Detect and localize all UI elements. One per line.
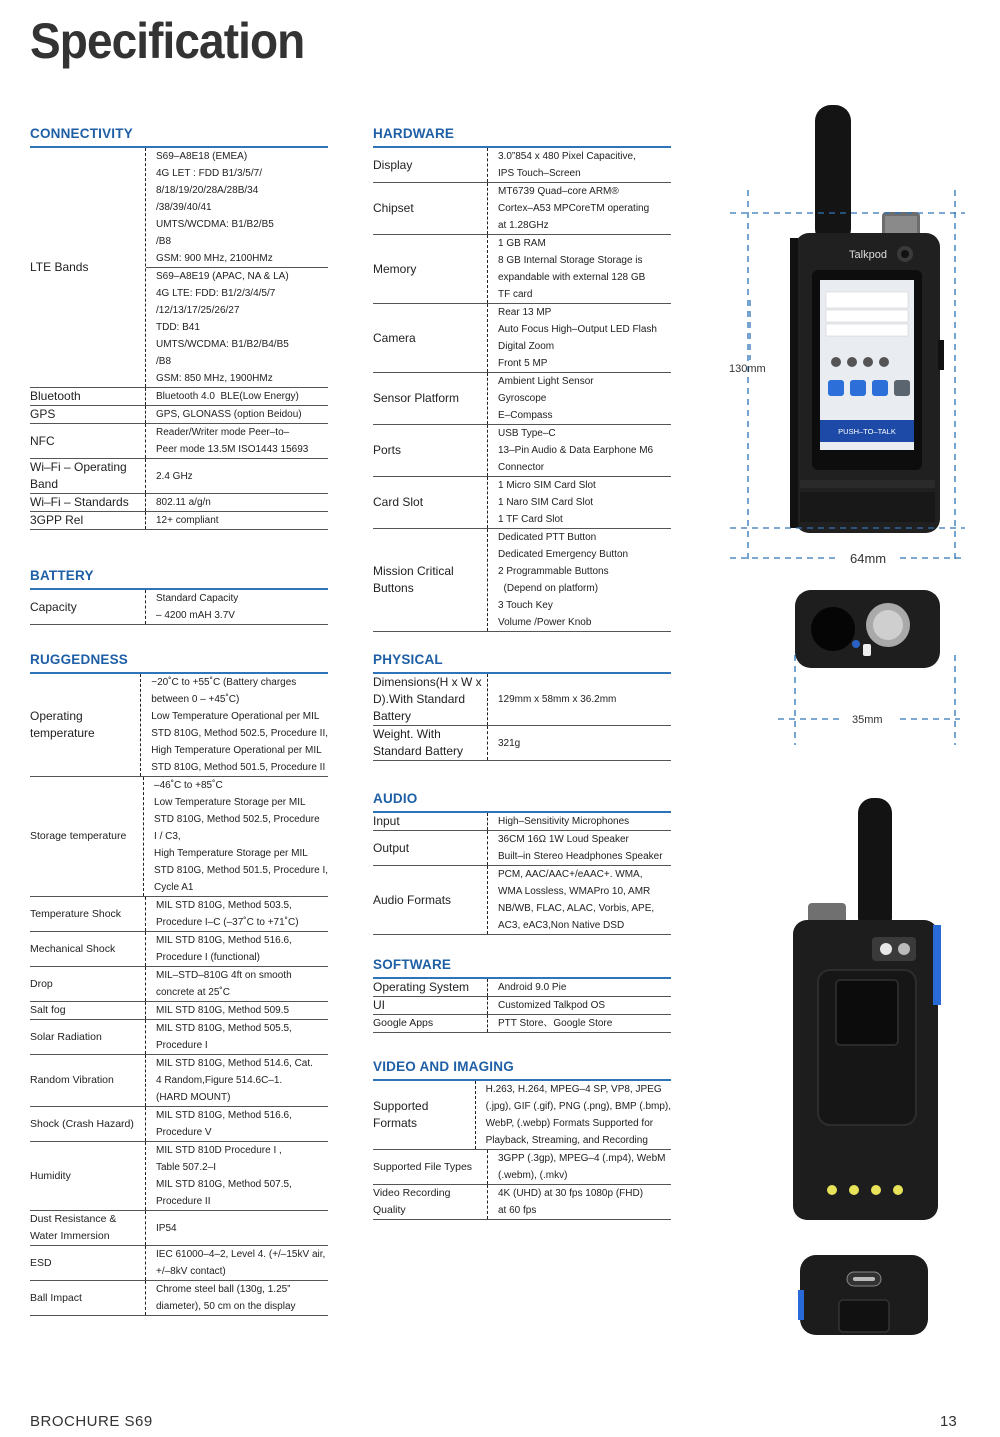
wi-fi-standards-value bbox=[146, 494, 328, 511]
salt-fog-value bbox=[146, 1002, 328, 1019]
value-line: UMTS/WCDMA: B1/B2/B5 bbox=[156, 219, 274, 230]
value-line: at 1.28GHz bbox=[498, 220, 549, 231]
capacity-value bbox=[146, 590, 328, 624]
value-line: MIL STD 810G, Method 514.6, Cat. bbox=[156, 1058, 313, 1069]
value-line: Playback, Streaming, and Recording bbox=[485, 1135, 648, 1146]
value-line: TF card bbox=[498, 289, 533, 300]
value-line: Auto Focus High–Output LED Flash bbox=[498, 324, 657, 335]
value-line: –46˚C to +85˚C bbox=[154, 780, 223, 791]
humidity-label: Humidity bbox=[30, 1142, 146, 1210]
video-recording-quality-row bbox=[373, 1185, 671, 1220]
memory-value bbox=[488, 235, 671, 303]
value-line: 129mm x 58mm x 36.2mm bbox=[498, 694, 617, 705]
device-back-illustration bbox=[790, 795, 950, 1225]
value-line: MIL STD 810G, Method 509.5 bbox=[156, 1005, 290, 1016]
value-line: Low Temperature Operational per MIL bbox=[151, 711, 320, 722]
ruggedness-heading: RUGGEDNESS bbox=[30, 652, 328, 674]
supported-formats-row bbox=[373, 1081, 671, 1150]
humidity-row bbox=[30, 1142, 328, 1211]
capacity-row bbox=[30, 590, 328, 625]
value-line: Standard Capacity bbox=[156, 593, 239, 604]
value-line: MIL STD 810G, Method 505.5, bbox=[156, 1023, 292, 1034]
software-section bbox=[373, 957, 671, 1033]
mission-critical-buttons-row bbox=[373, 529, 671, 632]
mechanical-shock-value bbox=[146, 932, 328, 966]
dust-resistance-water-immersion-label: Dust Resistance & Water Immersion bbox=[30, 1211, 146, 1245]
gps-row bbox=[30, 406, 328, 424]
value-line: Customized Talkpod OS bbox=[498, 1000, 606, 1011]
esd-row bbox=[30, 1246, 328, 1281]
value-line: AC3, eAC3,Non Native DSD bbox=[498, 920, 625, 931]
display-label: Display bbox=[373, 148, 488, 182]
value-line: 1 Naro SIM Card Slot bbox=[498, 497, 594, 508]
weight-with-standard-battery-label: Weight. With Standard Battery bbox=[373, 726, 488, 760]
shock-crash-hazard-value bbox=[146, 1107, 328, 1141]
value-line: Procedure I–C (–37˚C to +71˚C) bbox=[156, 917, 299, 928]
weight-with-standard-battery-value bbox=[488, 726, 671, 760]
input-value bbox=[488, 813, 671, 830]
storage-temperature-value bbox=[144, 777, 328, 896]
value-line: between 0 – +45˚C) bbox=[151, 694, 240, 705]
value-line: /B8 bbox=[156, 356, 172, 367]
value-line: Android 9.0 Pie bbox=[498, 982, 567, 993]
input-label: Input bbox=[373, 813, 488, 830]
output-row bbox=[373, 831, 671, 866]
supported-file-types-row bbox=[373, 1150, 671, 1185]
esd-value bbox=[146, 1246, 328, 1280]
value-line: S69–A8E18 (EMEA) bbox=[156, 151, 248, 162]
dust-resistance-water-immersion-value bbox=[146, 1211, 328, 1245]
storage-temperature-label: Storage temperature bbox=[30, 777, 144, 896]
value-line: Dedicated PTT Button bbox=[498, 532, 597, 543]
lte-bands-row bbox=[30, 148, 328, 388]
value-line: Connector bbox=[498, 462, 545, 473]
ball-impact-label: Ball Impact bbox=[30, 1281, 146, 1315]
gps-value bbox=[146, 406, 328, 423]
value-line: – 4200 mAH 3.7V bbox=[156, 610, 235, 621]
operating-system-value bbox=[488, 979, 671, 996]
value-line: Ambient Light Sensor bbox=[498, 376, 594, 387]
value-line: E–Compass bbox=[498, 410, 553, 421]
value-line: UMTS/WCDMA: B1/B2/B4/B5 bbox=[156, 339, 289, 350]
value-line: High Temperature Storage per MIL bbox=[154, 848, 308, 859]
supported-formats-value bbox=[476, 1081, 671, 1149]
value-line: /38/39/40/41 bbox=[156, 202, 212, 213]
value-line: +/–8kV contact) bbox=[156, 1266, 226, 1277]
operating-temperature-value bbox=[141, 674, 328, 776]
camera-value bbox=[488, 304, 671, 372]
value-line: Peer mode 13.5M ISO1443 15693 bbox=[156, 444, 309, 455]
value-line: 8 GB Internal Storage Storage is bbox=[498, 255, 643, 266]
ui-label: UI bbox=[373, 997, 488, 1014]
value-line: PTT Store、Google Store bbox=[498, 1018, 613, 1029]
salt-fog-row bbox=[30, 1002, 328, 1020]
weight-with-standard-battery-row bbox=[373, 726, 671, 761]
battery-section bbox=[30, 568, 328, 625]
value-line: Gyroscope bbox=[498, 393, 547, 404]
chipset-value bbox=[488, 183, 671, 234]
supported-file-types-value bbox=[488, 1150, 671, 1184]
output-label: Output bbox=[373, 831, 488, 865]
value-line: Procedure I bbox=[156, 1040, 208, 1051]
operating-system-row bbox=[373, 979, 671, 997]
google-apps-row bbox=[373, 1015, 671, 1033]
value-line: IP54 bbox=[156, 1222, 177, 1234]
wi-fi-standards-row bbox=[30, 494, 328, 512]
value-line: TDD: B41 bbox=[156, 322, 200, 333]
temperature-shock-value bbox=[146, 897, 328, 931]
audio-formats-label: Audio Formats bbox=[373, 866, 488, 934]
value-line: 321g bbox=[498, 737, 521, 749]
value-line: STD 810G, Method 502.5, Procedure II, bbox=[151, 728, 328, 739]
ball-impact-value bbox=[146, 1281, 328, 1315]
supported-file-types-label: Supported File Types bbox=[373, 1150, 488, 1184]
shock-crash-hazard-row bbox=[30, 1107, 328, 1142]
bluetooth-row bbox=[30, 388, 328, 406]
bluetooth-value bbox=[146, 388, 328, 405]
value-line: concrete at 25˚C bbox=[156, 987, 230, 998]
value-line: 802.11 a/g/n bbox=[156, 497, 211, 508]
software-heading: SOFTWARE bbox=[373, 957, 671, 979]
value-line: MT6739 Quad–core ARM® bbox=[498, 186, 619, 197]
value-line: expandable with external 128 GB bbox=[498, 272, 646, 283]
value-line: High Temperature Operational per MIL bbox=[151, 745, 322, 756]
audio-section bbox=[373, 791, 671, 935]
device-bottom-illustration bbox=[795, 1250, 935, 1340]
mechanical-shock-row bbox=[30, 932, 328, 967]
value-line: Volume /Power Knob bbox=[498, 617, 592, 628]
value-line: 2.4 GHz bbox=[156, 470, 193, 482]
value-line: NB/WB, FLAC, ALAC, Vorbis, APE, bbox=[498, 903, 655, 914]
supported-formats-label: Supported Formats bbox=[373, 1081, 476, 1149]
drop-row bbox=[30, 967, 328, 1002]
value-line: Cortex–A53 MPCoreTM operating bbox=[498, 203, 650, 214]
operating-temperature-label: Operating temperature bbox=[30, 674, 141, 776]
brand-label: Talkpod bbox=[849, 249, 887, 261]
value-line: WebP, (.webp) Formats Supported for bbox=[485, 1118, 654, 1129]
solar-radiation-label: Solar Radiation bbox=[30, 1020, 146, 1054]
value-line: Procedure II bbox=[156, 1196, 211, 1207]
value-line: MIL–STD–810G 4ft on smooth bbox=[156, 970, 292, 981]
ports-value bbox=[488, 425, 671, 476]
value-line: 8/18/19/20/28A/28B/34 bbox=[156, 185, 259, 196]
random-vibration-label: Random Vibration bbox=[30, 1055, 146, 1106]
random-vibration-row bbox=[30, 1055, 328, 1107]
value-line: 12+ compliant bbox=[156, 515, 219, 526]
audio-formats-value bbox=[488, 866, 671, 934]
value-line: 36CM 16Ω 1W Loud Speaker bbox=[498, 834, 629, 845]
esd-label: ESD bbox=[30, 1246, 146, 1280]
wi-fi-operating-band-value bbox=[146, 459, 328, 493]
value-line: 4K (UHD) at 30 fps 1080p (FHD) bbox=[498, 1188, 644, 1199]
value-line: MIL STD 810G, Method 507.5, bbox=[156, 1179, 292, 1190]
height-label: 130mm bbox=[729, 363, 766, 375]
lte-bands-label: LTE Bands bbox=[30, 148, 146, 387]
video-section bbox=[373, 1059, 671, 1220]
video-recording-quality-label: Video Recording Quality bbox=[373, 1185, 488, 1219]
value-line: MIL STD 810D Procedure I , bbox=[156, 1145, 282, 1156]
dimensions-h-x-w-x-d-with-standard-battery-value bbox=[488, 674, 671, 725]
nfc-value bbox=[146, 424, 328, 458]
random-vibration-value bbox=[146, 1055, 328, 1106]
card-slot-value bbox=[488, 477, 671, 528]
salt-fog-label: Salt fog bbox=[30, 1002, 146, 1019]
page-number: 13 bbox=[940, 1413, 957, 1430]
value-line: −20˚C to +55˚C (Battery charges bbox=[151, 677, 297, 688]
dimensions-h-x-w-x-d-with-standard-battery-row bbox=[373, 674, 671, 726]
sensor-platform-label: Sensor Platform bbox=[373, 373, 488, 424]
value-line: Dedicated Emergency Button bbox=[498, 549, 629, 560]
lte-band-group bbox=[146, 148, 328, 268]
3gpp-rel-value bbox=[146, 512, 328, 529]
physical-heading: PHYSICAL bbox=[373, 652, 671, 674]
input-row bbox=[373, 813, 671, 831]
value-line: (Depend on platform) bbox=[498, 583, 599, 594]
google-apps-label: Google Apps bbox=[373, 1015, 488, 1032]
depth-label: 35mm bbox=[852, 714, 883, 726]
solar-radiation-row bbox=[30, 1020, 328, 1055]
shock-crash-hazard-label: Shock (Crash Hazard) bbox=[30, 1107, 146, 1141]
hardware-heading: HARDWARE bbox=[373, 126, 671, 148]
memory-label: Memory bbox=[373, 235, 488, 303]
sensor-platform-row bbox=[373, 373, 671, 425]
chipset-label: Chipset bbox=[373, 183, 488, 234]
value-line: IEC 61000–4–2, Level 4. (+/–15kV air, bbox=[156, 1249, 326, 1260]
operating-temperature-row bbox=[30, 674, 328, 777]
memory-row bbox=[373, 235, 671, 304]
nfc-label: NFC bbox=[30, 424, 146, 458]
value-line: Front 5 MP bbox=[498, 358, 548, 369]
sensor-platform-value bbox=[488, 373, 671, 424]
value-line: 3.0”854 x 480 Pixel Capacitive, bbox=[498, 151, 636, 162]
device-top-illustration bbox=[770, 585, 990, 755]
value-line: STD 810G, Method 501.5, Procedure I, bbox=[154, 865, 328, 876]
value-line: 4 Random,Figure 514.6C–1. bbox=[156, 1075, 283, 1086]
video-heading: VIDEO AND IMAGING bbox=[373, 1059, 671, 1081]
value-line: MIL STD 810G, Method 503.5, bbox=[156, 900, 292, 911]
lte-band-group bbox=[146, 268, 328, 387]
value-line: GPS, GLONASS (option Beidou) bbox=[156, 409, 302, 420]
wi-fi-operating-band-row bbox=[30, 459, 328, 494]
storage-temperature-row bbox=[30, 777, 328, 897]
value-line: Bluetooth 4.0 BLE(Low Energy) bbox=[156, 391, 299, 402]
mission-critical-buttons-value bbox=[488, 529, 671, 631]
value-line: /12/13/17/25/26/27 bbox=[156, 305, 240, 316]
temperature-shock-row bbox=[30, 897, 328, 932]
value-line: Table 507.2–I bbox=[156, 1162, 217, 1173]
camera-row bbox=[373, 304, 671, 373]
3gpp-rel-row bbox=[30, 512, 328, 530]
footer-brochure-label: BROCHURE S69 bbox=[30, 1413, 153, 1430]
connectivity-heading: CONNECTIVITY bbox=[30, 126, 328, 148]
3gpp-rel-label: 3GPP Rel bbox=[30, 512, 146, 529]
display-row bbox=[373, 148, 671, 183]
card-slot-row bbox=[373, 477, 671, 529]
solar-radiation-value bbox=[146, 1020, 328, 1054]
drop-value bbox=[146, 967, 328, 1001]
dimensions-h-x-w-x-d-with-standard-battery-label: Dimensions(H x W x D).With Standard Battery bbox=[373, 674, 488, 725]
value-line: IPS Touch–Screen bbox=[498, 168, 581, 179]
dust-resistance-water-immersion-row bbox=[30, 1211, 328, 1246]
value-line: 1 GB RAM bbox=[498, 238, 546, 249]
humidity-value bbox=[146, 1142, 328, 1210]
lte-bands-values bbox=[146, 148, 328, 387]
display-value bbox=[488, 148, 671, 182]
chipset-row bbox=[373, 183, 671, 235]
wi-fi-standards-label: Wi–Fi – Standards bbox=[30, 494, 146, 511]
value-line: WMA Lossless, WMAPro 10, AMR bbox=[498, 886, 651, 897]
value-line: Rear 13 MP bbox=[498, 307, 552, 318]
audio-heading: AUDIO bbox=[373, 791, 671, 813]
value-line: I / C3, bbox=[154, 831, 181, 842]
value-line: S69–A8E19 (APAC, NA & LA) bbox=[156, 271, 289, 282]
page-title: Specification bbox=[30, 13, 305, 69]
value-line: MIL STD 810G, Method 516.6, bbox=[156, 1110, 292, 1121]
mission-critical-buttons-label: Mission Critical Buttons bbox=[373, 529, 488, 631]
value-line: GSM: 850 MHz, 1900HMz bbox=[156, 373, 273, 384]
value-line: diameter), 50 cm on the display bbox=[156, 1301, 296, 1312]
ui-value bbox=[488, 997, 671, 1014]
value-line: 4G LTE: FDD: B1/2/3/4/5/7 bbox=[156, 288, 276, 299]
value-line: High–Sensitivity Microphones bbox=[498, 816, 630, 827]
mechanical-shock-label: Mechanical Shock bbox=[30, 932, 146, 966]
value-line: Cycle A1 bbox=[154, 882, 194, 893]
value-line: 2 Programmable Buttons bbox=[498, 566, 609, 577]
ui-row bbox=[373, 997, 671, 1015]
value-line: 3 Touch Key bbox=[498, 600, 553, 611]
value-line: Procedure I (functional) bbox=[156, 952, 260, 963]
hardware-section bbox=[373, 126, 671, 632]
capacity-label: Capacity bbox=[30, 590, 146, 624]
value-line: at 60 fps bbox=[498, 1205, 537, 1216]
value-line: MIL STD 810G, Method 516.6, bbox=[156, 935, 292, 946]
output-value bbox=[488, 831, 671, 865]
wi-fi-operating-band-label: Wi–Fi – Operating Band bbox=[30, 459, 146, 493]
google-apps-value bbox=[488, 1015, 671, 1032]
bluetooth-label: Bluetooth bbox=[30, 388, 146, 405]
value-line: 4G LET : FDD B1/3/5/7/ bbox=[156, 168, 262, 179]
nfc-row bbox=[30, 424, 328, 459]
value-line: PCM, AAC/AAC+/eAAC+. WMA, bbox=[498, 869, 643, 880]
battery-heading: BATTERY bbox=[30, 568, 328, 590]
value-line: Procedure V bbox=[156, 1127, 212, 1138]
value-line: Built–in Stereo Headphones Speaker bbox=[498, 851, 663, 862]
ball-impact-row bbox=[30, 1281, 328, 1316]
value-line: 1 TF Card Slot bbox=[498, 514, 563, 525]
ports-row bbox=[373, 425, 671, 477]
drop-label: Drop bbox=[30, 967, 146, 1001]
value-line: Reader/Writer mode Peer–to– bbox=[156, 427, 290, 438]
operating-system-label: Operating System bbox=[373, 979, 488, 996]
value-line: GSM: 900 MHz, 2100HMz bbox=[156, 253, 273, 264]
ptt-label: PUSH–TO–TALK bbox=[838, 427, 896, 436]
value-line: (.webm), (.mkv) bbox=[498, 1170, 568, 1181]
video-recording-quality-value bbox=[488, 1185, 671, 1219]
device-front-illustration bbox=[690, 100, 990, 660]
value-line: STD 810G, Method 501.5, Procedure II bbox=[151, 762, 326, 773]
gps-label: GPS bbox=[30, 406, 146, 423]
value-line: STD 810G, Method 502.5, Procedure bbox=[154, 814, 320, 825]
value-line: 3GPP (.3gp), MPEG–4 (.mp4), WebM bbox=[498, 1153, 666, 1164]
value-line: (HARD MOUNT) bbox=[156, 1092, 231, 1103]
physical-section bbox=[373, 652, 671, 761]
temperature-shock-label: Temperature Shock bbox=[30, 897, 146, 931]
width-label: 64mm bbox=[850, 551, 887, 566]
value-line: H.263, H.264, MPEG–4 SP, VP8, JPEG bbox=[485, 1084, 662, 1095]
camera-label: Camera bbox=[373, 304, 488, 372]
ports-label: Ports bbox=[373, 425, 488, 476]
value-line: USB Type–C bbox=[498, 428, 556, 439]
value-line: (.jpg), GIF (.gif), PNG (.png), BMP (.bmp), bbox=[485, 1101, 671, 1112]
value-line: Low Temperature Storage per MIL bbox=[154, 797, 306, 808]
value-line: Chrome steel ball (130g, 1.25” bbox=[156, 1284, 291, 1295]
ruggedness-section bbox=[30, 652, 328, 1316]
connectivity-section bbox=[30, 126, 328, 530]
value-line: 13–Pin Audio & Data Earphone M6 bbox=[498, 445, 654, 456]
card-slot-label: Card Slot bbox=[373, 477, 488, 528]
value-line: /B8 bbox=[156, 236, 172, 247]
value-line: Digital Zoom bbox=[498, 341, 555, 352]
audio-formats-row bbox=[373, 866, 671, 935]
value-line: 1 Micro SIM Card Slot bbox=[498, 480, 596, 491]
